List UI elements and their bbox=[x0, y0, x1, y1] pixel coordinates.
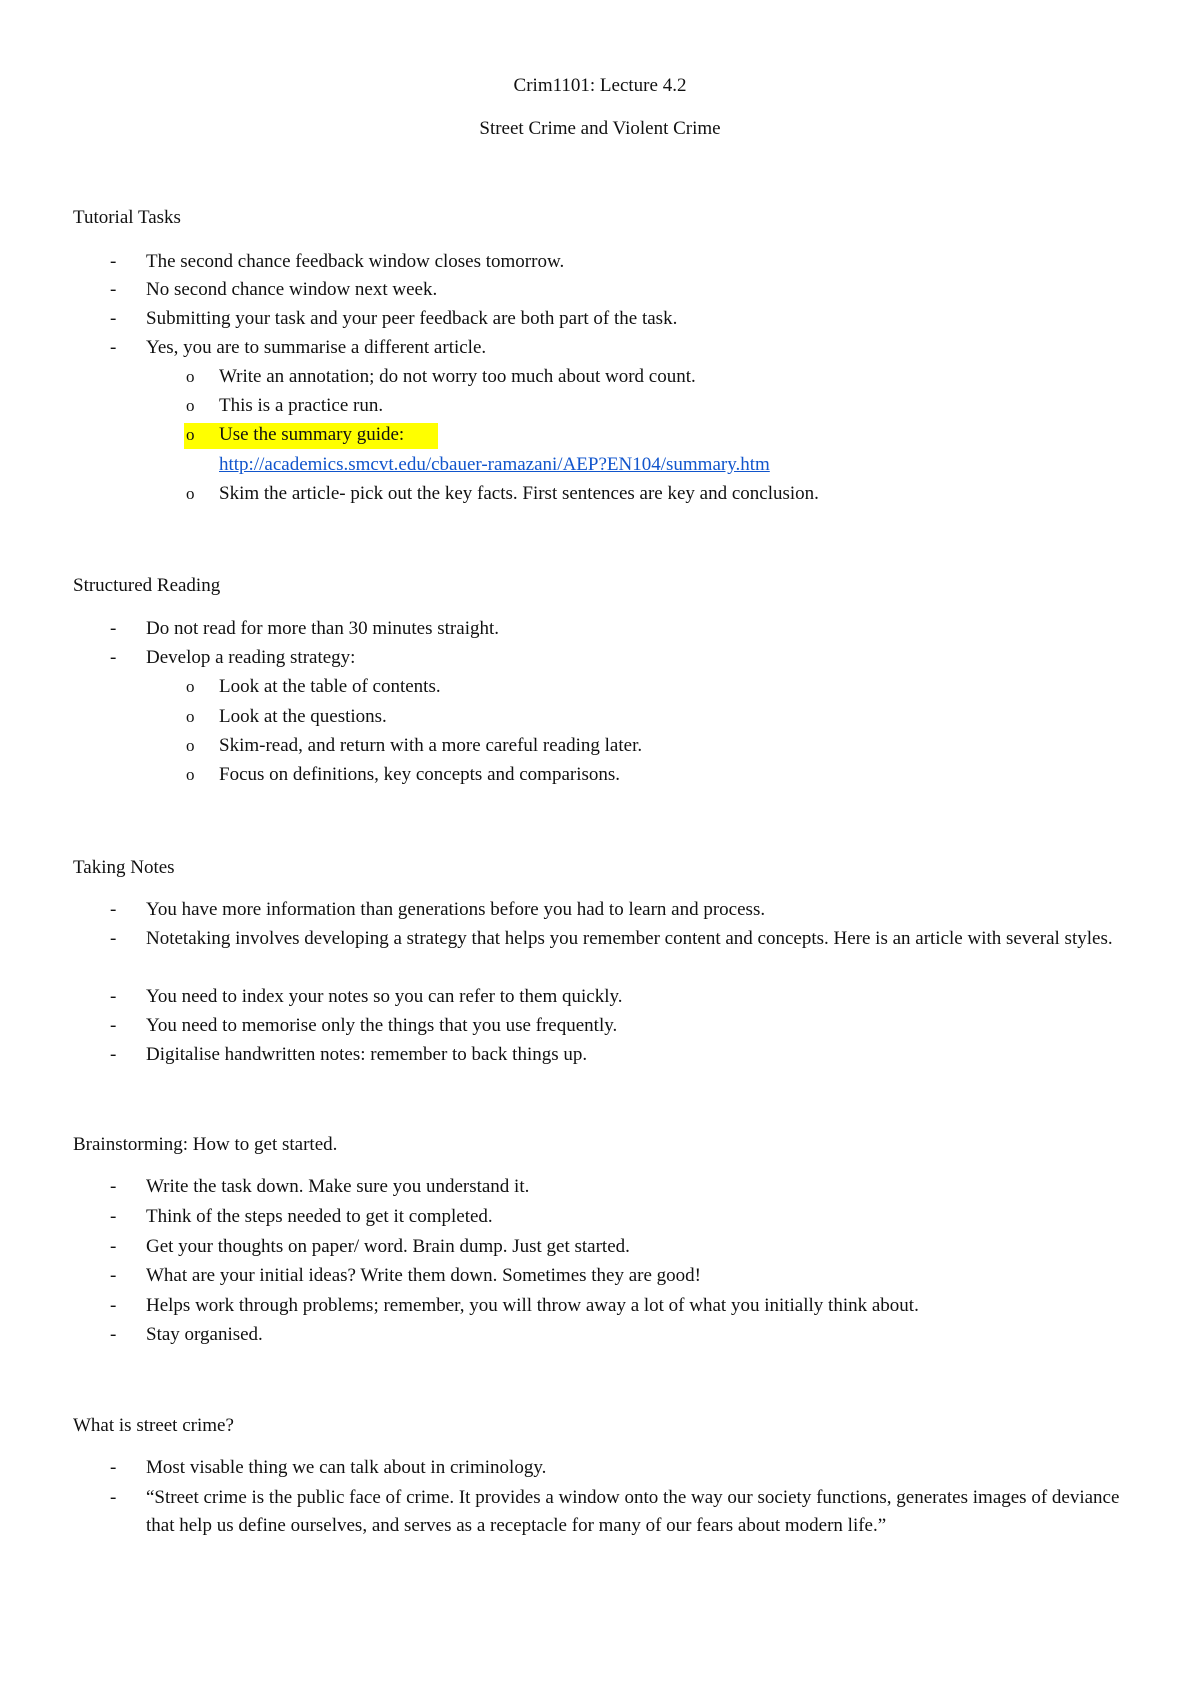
list-item bbox=[110, 896, 1130, 924]
sub-list-item-text: Look at the table of contents. bbox=[219, 676, 441, 697]
circle-bullet: o bbox=[186, 367, 195, 386]
dash-bullet: - bbox=[110, 1176, 117, 1197]
list-item bbox=[110, 1292, 1130, 1320]
list-item bbox=[110, 1454, 1130, 1482]
sub-list-item-text: Look at the questions. bbox=[219, 706, 387, 727]
document-subtitle: Street Crime and Violent Crime bbox=[479, 118, 721, 139]
dash-bullet: - bbox=[110, 1206, 117, 1227]
list-item bbox=[110, 615, 1130, 643]
dash-bullet: - bbox=[110, 899, 117, 920]
list-item-text: Think of the steps needed to get it completed. bbox=[146, 1206, 493, 1227]
list-item bbox=[110, 334, 1130, 362]
list-item bbox=[110, 1173, 1130, 1201]
dash-bullet: - bbox=[110, 308, 117, 329]
list-item-text: What are your initial ideas? Write them down. Sometimes they are good! bbox=[146, 1265, 701, 1286]
dash-bullet: - bbox=[110, 279, 117, 300]
circle-bullet: o bbox=[186, 765, 195, 784]
summary-guide-link[interactable]: http://academics.smcvt.edu/cbauer-ramazani/AEP?EN104/summary.htm bbox=[219, 454, 770, 475]
sub-list-item bbox=[186, 392, 1126, 420]
sub-list-item bbox=[186, 480, 1126, 508]
document-title: Crim1101: Lecture 4.2 bbox=[513, 75, 687, 96]
dash-bullet: - bbox=[110, 1015, 117, 1036]
dash-bullet: - bbox=[110, 1324, 117, 1345]
circle-bullet: o bbox=[186, 736, 195, 755]
sub-list-item-text: Write an annotation; do not worry too much about word count. bbox=[219, 366, 696, 387]
sub-list-item-text: Skim the article- pick out the key facts. First sentences are key and conclusion. bbox=[219, 483, 819, 504]
list-item-text: Develop a reading strategy: bbox=[146, 647, 356, 668]
sub-list-item bbox=[186, 732, 1126, 760]
list-item-text: Yes, you are to summarise a different article. bbox=[146, 337, 487, 358]
list-item bbox=[110, 1262, 1130, 1290]
list-item-text: No second chance window next week. bbox=[146, 279, 438, 300]
list-item-text: The second chance feedback window closes tomorrow. bbox=[146, 251, 565, 272]
section-heading-tutorial-tasks: Tutorial Tasks bbox=[73, 207, 181, 228]
dash-bullet: - bbox=[110, 1487, 117, 1508]
list-item-text: Notetaking involves developing a strategy that helps you remember content and concepts. Here is an article with several styles. bbox=[146, 928, 1113, 949]
list-item bbox=[110, 1203, 1130, 1231]
list-item bbox=[110, 1484, 1130, 1540]
list-item bbox=[110, 644, 1130, 672]
list-item bbox=[110, 305, 1130, 333]
section-heading-structured-reading: Structured Reading bbox=[73, 575, 221, 596]
section-heading-brainstorming: Brainstorming: How to get started. bbox=[73, 1134, 338, 1155]
list-item-text: You need to index your notes so you can refer to them quickly. bbox=[146, 986, 623, 1007]
circle-bullet: o bbox=[186, 396, 195, 415]
sub-list-item-text: This is a practice run. bbox=[219, 395, 384, 416]
section-heading-street-crime: What is street crime? bbox=[73, 1415, 234, 1436]
list-item-text: Most visable thing we can talk about in criminology. bbox=[146, 1457, 547, 1478]
list-item-text: Write the task down. Make sure you understand it. bbox=[146, 1176, 530, 1197]
list-item bbox=[110, 983, 1130, 1011]
sub-list-item-highlighted bbox=[186, 421, 1126, 449]
list-item bbox=[110, 925, 1130, 953]
sub-list-item-text: Skim-read, and return with a more careful reading later. bbox=[219, 735, 643, 756]
dash-bullet: - bbox=[110, 986, 117, 1007]
list-item-text: Helps work through problems; remember, you will throw away a lot of what you initially think about. bbox=[146, 1295, 919, 1316]
dash-bullet: - bbox=[110, 1457, 117, 1478]
list-item-text: Digitalise handwritten notes: remember to back things up. bbox=[146, 1044, 588, 1065]
list-item bbox=[110, 248, 1130, 276]
sub-list-item bbox=[186, 703, 1126, 731]
list-item-text: You have more information than generations before you had to learn and process. bbox=[146, 899, 766, 920]
summary-guide-link-row bbox=[186, 451, 1126, 479]
list-item bbox=[110, 276, 1130, 304]
dash-bullet: - bbox=[110, 1295, 117, 1316]
sub-list-item bbox=[186, 363, 1126, 391]
dash-bullet: - bbox=[110, 1265, 117, 1286]
section-heading-taking-notes: Taking Notes bbox=[73, 857, 175, 878]
dash-bullet: - bbox=[110, 251, 117, 272]
list-item-text: Get your thoughts on paper/ word. Brain dump. Just get started. bbox=[146, 1236, 630, 1257]
dash-bullet: - bbox=[110, 647, 117, 668]
list-item-text: Submitting your task and your peer feedback are both part of the task. bbox=[146, 308, 678, 329]
circle-bullet: o bbox=[186, 707, 195, 726]
circle-bullet: o bbox=[186, 425, 195, 444]
sub-list-item bbox=[186, 761, 1126, 789]
list-item bbox=[110, 1041, 1130, 1069]
dash-bullet: - bbox=[110, 337, 117, 358]
list-item-text: “Street crime is the public face of crime. It provides a window onto the way our society functions, generates images of deviance that help us define ourselves, and serves as a receptacle for many of our fears about modern life.” bbox=[146, 1487, 1120, 1536]
list-item-text: Do not read for more than 30 minutes straight. bbox=[146, 618, 500, 639]
sub-list-item bbox=[186, 673, 1126, 701]
dash-bullet: - bbox=[110, 618, 117, 639]
sub-list-item-text: Use the summary guide: bbox=[219, 424, 405, 445]
list-item bbox=[110, 1233, 1130, 1261]
dash-bullet: - bbox=[110, 1044, 117, 1065]
circle-bullet: o bbox=[186, 677, 195, 696]
dash-bullet: - bbox=[110, 928, 117, 949]
dash-bullet: - bbox=[110, 1236, 117, 1257]
list-item-text: You need to memorise only the things that you use frequently. bbox=[146, 1015, 618, 1036]
list-item-text: Stay organised. bbox=[146, 1324, 263, 1345]
list-item bbox=[110, 1012, 1130, 1040]
sub-list-item-text: Focus on definitions, key concepts and comparisons. bbox=[219, 764, 621, 785]
list-item bbox=[110, 1321, 1130, 1349]
circle-bullet: o bbox=[186, 484, 195, 503]
